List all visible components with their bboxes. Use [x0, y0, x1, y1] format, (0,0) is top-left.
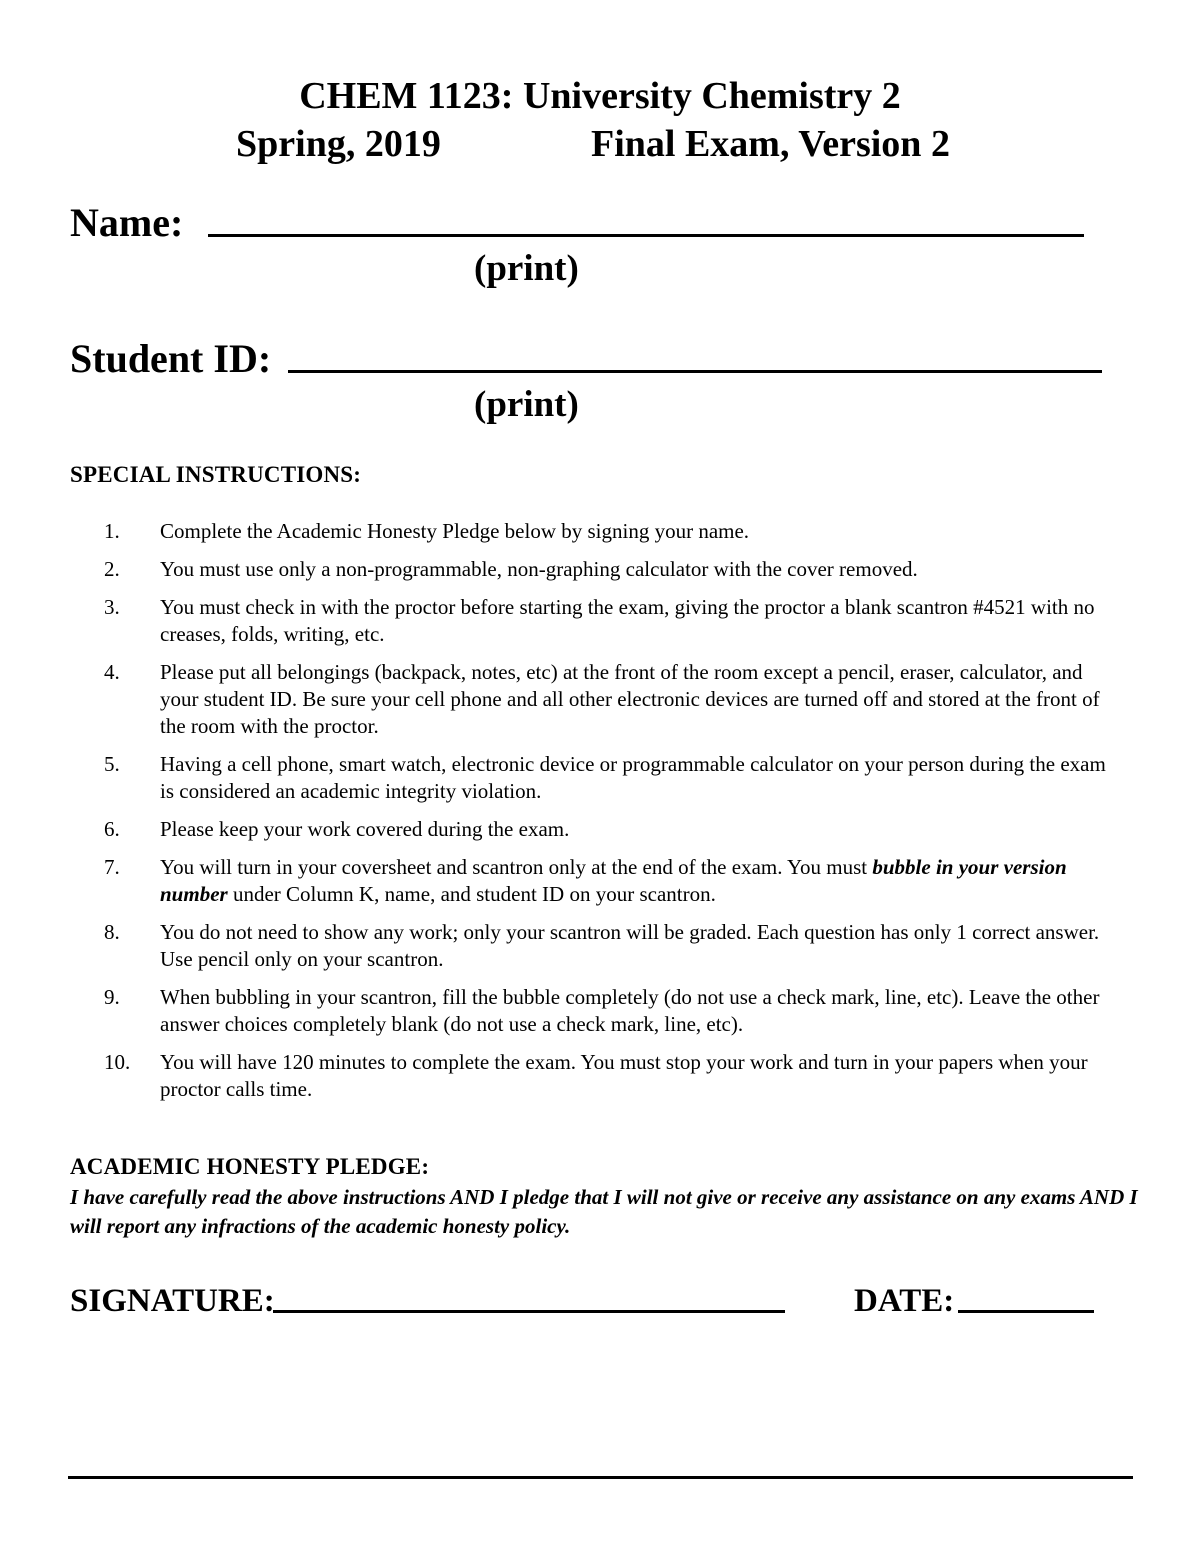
student-id-label: Student ID:: [70, 336, 272, 381]
list-item: 10. You will have 120 minutes to complete the exam. You must stop your work and turn in your papers when your proctor calls time.: [104, 1050, 1088, 1101]
semester: Spring, 2019: [236, 123, 441, 165]
list-item: 3. You must check in with the proctor before starting the exam, giving the proctor a blank scantron #4521 with no creases, folds, writing, etc.: [104, 595, 1095, 646]
list-item: 8. You do not need to show any work; only your scantron will be graded. Each question has only 1 correct answer. Use pencil only on your scantron.: [104, 920, 1100, 971]
instructions-heading: SPECIAL INSTRUCTIONS:: [70, 462, 362, 487]
list-item: 7. You will turn in your coversheet and scantron only at the end of the exam. You must bubble in your version number under Column K, name, and student ID on your scantron.: [104, 855, 1067, 906]
exam-version: Final Exam, Version 2: [591, 123, 950, 165]
pledge-heading: ACADEMIC HONESTY PLEDGE:: [70, 1154, 430, 1179]
list-item: 1. Complete the Academic Honesty Pledge below by signing your name.: [104, 519, 750, 543]
list-item: 2. You must use only a non-programmable, non-graphing calculator with the cover removed.: [104, 557, 918, 581]
student-id-input-line[interactable]: [288, 370, 1102, 373]
student-id-print-hint: (print): [474, 384, 579, 425]
list-item: 5. Having a cell phone, smart watch, electronic device or programmable calculator on your person during the exam is considered an academic integrity violation.: [104, 752, 1106, 803]
list-item: 9. When bubbling in your scantron, fill the bubble completely (do not use a check mark, line, etc). Leave the other answer choices completely blank (do not use a check mark, line, etc).: [104, 985, 1100, 1036]
version-emphasis: bubble in your version number: [160, 855, 1067, 906]
signature-label: SIGNATURE:: [70, 1283, 275, 1319]
pledge-text: I have carefully read the above instructions AND I pledge that I will not give or receive any assistance on any exams AND I will report any infractions of the academic honesty policy.: [70, 1185, 1138, 1238]
name-input-line[interactable]: [208, 234, 1084, 237]
signature-input-line[interactable]: [273, 1310, 785, 1313]
date-input-line[interactable]: [958, 1310, 1094, 1313]
course-title: CHEM 1123: University Chemistry 2: [299, 75, 901, 117]
instructions-list: [0, 518, 1200, 1114]
list-item: 6. Please keep your work covered during the exam.: [104, 817, 570, 841]
list-item: 4. Please put all belongings (backpack, notes, etc) at the front of the room except a pencil, eraser, calculator, and your student ID. Be sure your cell phone and all other electronic devices are turned off and stored at the front of the room with the proctor.: [104, 660, 1100, 738]
name-label: Name:: [70, 200, 184, 245]
footer-divider: [68, 1476, 1133, 1479]
name-print-hint: (print): [474, 248, 579, 289]
date-label: DATE:: [854, 1283, 955, 1319]
